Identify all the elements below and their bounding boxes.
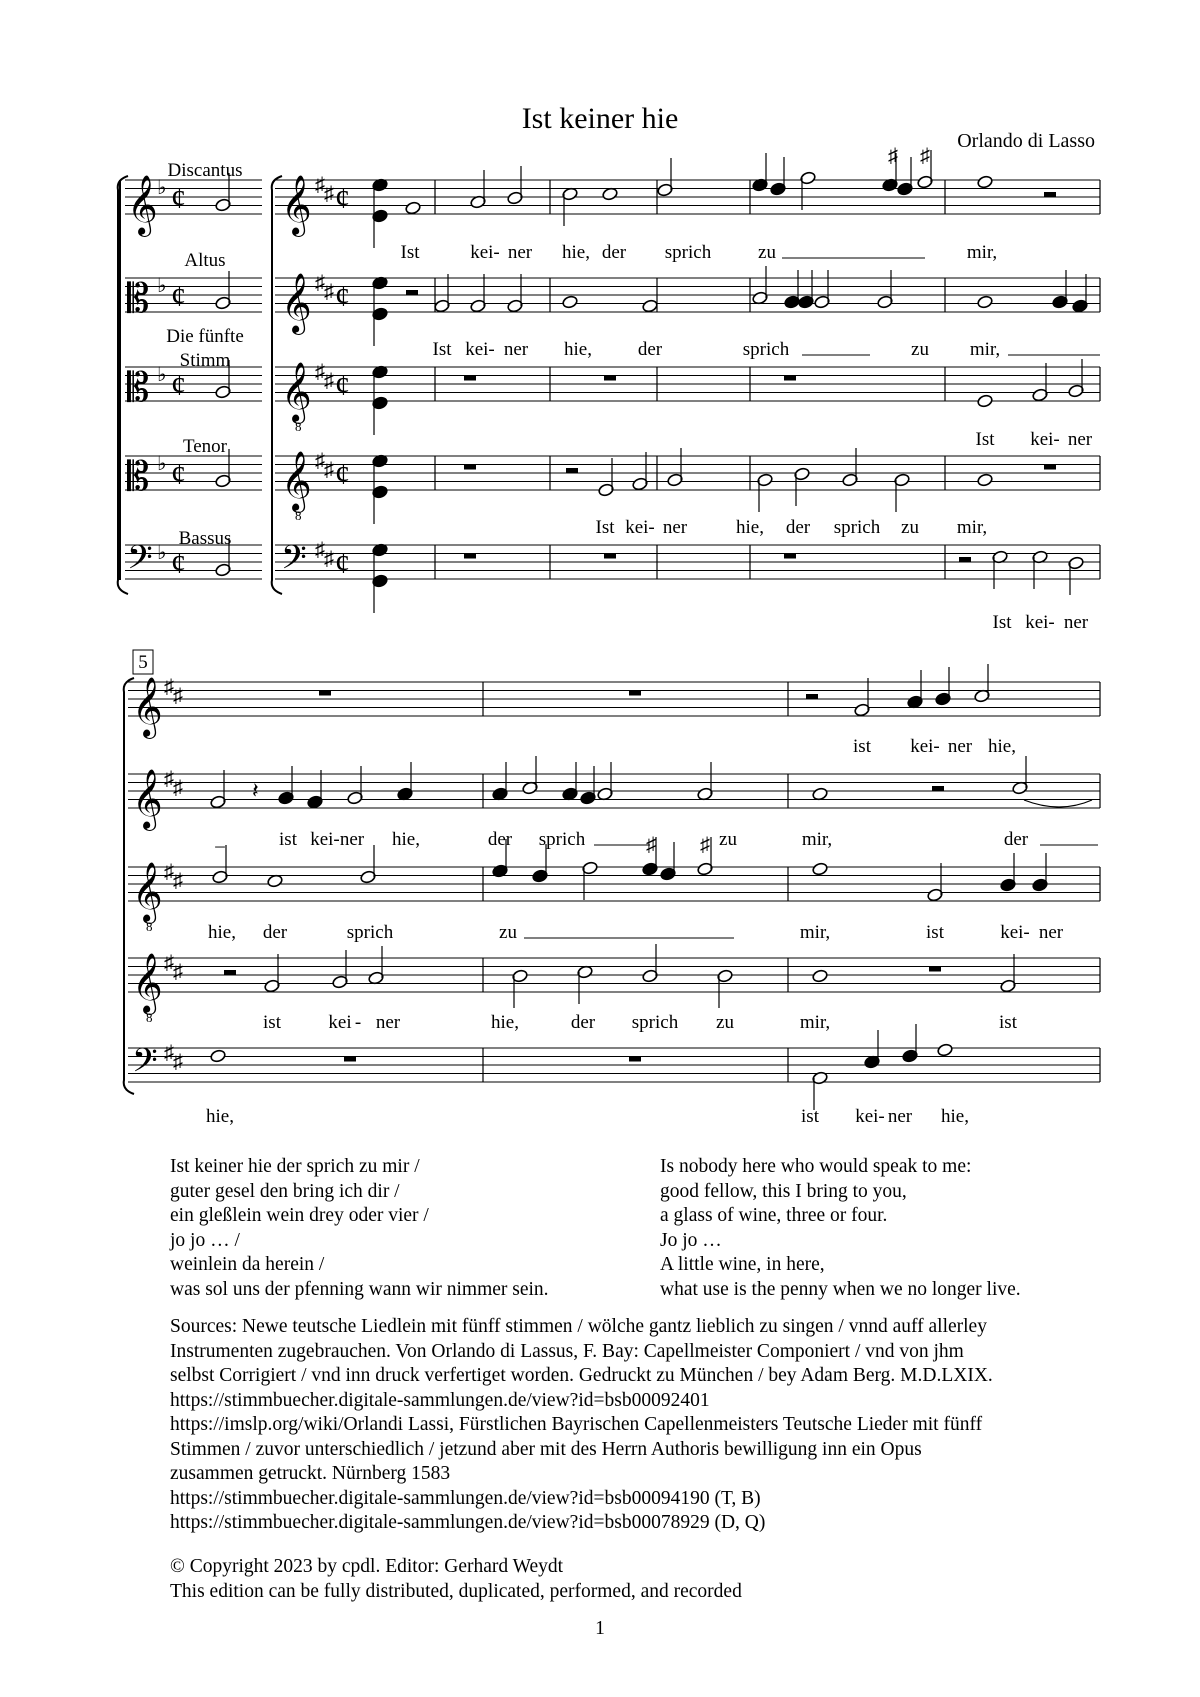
half-rest-icon: [932, 786, 944, 791]
lyric-syllable: zu: [901, 517, 919, 538]
treble-clef-icon: 𝄞: [127, 177, 158, 234]
lyric-syllable: der: [487, 829, 513, 850]
lyric-syllable: Ist: [400, 242, 420, 263]
lyric-syllable: der: [637, 339, 663, 360]
voice-name-quintus: Die fünfte: [166, 326, 244, 347]
treble-clef-icon: 𝄞: [132, 679, 163, 736]
lyric-syllable: kei-: [625, 517, 655, 538]
whole-rest-icon: [604, 376, 616, 381]
english-line: a glass of wine, three or four.: [660, 1205, 888, 1226]
copyright-line: This edition can be fully distributed, duplicated, performed, and recorded: [170, 1580, 742, 1602]
cut-time-icon: ¢: [335, 182, 350, 215]
sharp-icon: ♯: [164, 768, 174, 790]
sharp-icon: ♯: [646, 834, 656, 856]
note-head: [405, 201, 422, 215]
alto-clef-icon: 𝄡: [127, 365, 150, 410]
lyric-syllable: ner: [1063, 612, 1089, 633]
page-title: Ist keiner hie: [521, 102, 679, 135]
sharp-icon: ♯: [164, 861, 174, 883]
sharp-icon: ♯: [164, 676, 174, 698]
sharp-icon: ♯: [173, 1051, 183, 1073]
whole-rest-icon: [464, 465, 476, 470]
lyric-syllable: kei: [328, 1012, 352, 1033]
sharp-icon: ♯: [164, 1042, 174, 1064]
lyric-syllable: sprich: [742, 339, 790, 360]
english-line: Is nobody here who would speak to me:: [660, 1156, 972, 1177]
sharp-icon: ♯: [173, 777, 183, 799]
lyric-syllable: hie,: [988, 736, 1016, 757]
german-line: ein gleßlein wein drey oder vier /: [170, 1205, 429, 1226]
flat-icon: ♭: [157, 542, 167, 564]
lyric-syllable: sprich: [538, 829, 586, 850]
note-head: [210, 1049, 227, 1063]
cut-time-icon: ¢: [171, 280, 186, 313]
sharp-icon: ♯: [315, 272, 325, 294]
flat-icon: ♭: [157, 275, 167, 297]
note-head: [977, 394, 994, 408]
lyric-syllable: kei-: [910, 736, 940, 757]
cut-time-icon: ¢: [335, 458, 350, 491]
score-system-2: [124, 650, 1100, 1127]
lyric-syllable: Ist: [992, 612, 1012, 633]
sharp-icon: ♯: [315, 361, 325, 383]
source-line: selbst Corrigiert / vnd inn druck verfertiget worden. Gedruckt zu München / bey Adam Berg. M.D.LXIX.: [170, 1365, 993, 1386]
sharp-icon: ♯: [700, 834, 710, 856]
sharp-icon: ♯: [315, 539, 325, 561]
half-rest-icon: [406, 290, 418, 295]
lyric-syllable: kei-: [1000, 922, 1030, 943]
sharp-icon: ♯: [173, 685, 183, 707]
note-head: [642, 299, 659, 313]
lyric-syllable: kei-: [470, 242, 500, 263]
composer-name: Orlando di Lasso: [957, 130, 1095, 152]
copyright-line: © Copyright 2023 by cpdl. Editor: Gerhard Weydt: [170, 1556, 564, 1577]
cut-time-icon: ¢: [335, 547, 350, 580]
note-head: [562, 295, 579, 309]
sharp-icon: ♯: [888, 145, 898, 167]
sharp-icon: ♯: [324, 459, 334, 481]
source-link[interactable]: https://imslp.org/wiki/Orlandi Lassi, Fürstlichen Bayrischen Capellenmeisters Teutsche Lieder mit fünff: [170, 1414, 983, 1435]
lyric-syllable: ist: [801, 1106, 819, 1127]
voice-name-bassus: Bassus: [178, 528, 232, 549]
whole-rest-icon: [319, 691, 331, 696]
lyric-syllable: der: [785, 517, 811, 538]
sharp-icon: ♯: [324, 548, 334, 570]
source-line: Instrumenten zugebrauchen. Von Orlando di Lassus, F. Bay: Capellmeister Componiert / vnd von jhm: [170, 1340, 964, 1362]
lyric-syllable: kei-: [310, 829, 340, 850]
treble-clef-icon: 𝄞: [281, 275, 312, 332]
note-head: [812, 862, 829, 876]
lyric-syllable: ner: [375, 1012, 401, 1033]
lyric-syllable: hie,: [562, 242, 590, 263]
german-text: [170, 1155, 549, 1302]
lyric-syllable: der: [262, 922, 288, 943]
source-link[interactable]: https://stimmbuecher.digitale-sammlungen.de/view?id=bsb00094190 (T, B): [170, 1487, 761, 1509]
source-line: zusammen getruckt. Nürnberg 1583: [170, 1463, 451, 1484]
lyric-syllable: -: [354, 1012, 362, 1033]
note-head: [602, 187, 619, 201]
note-head: [977, 295, 994, 309]
source-line: Stimmen / zuvor unterschiedlich / jetzund aber mit des Herrn Authoris bewilligung inn ein Opus: [170, 1438, 922, 1460]
german-line: Ist keiner hie der sprich zu mir /: [170, 1156, 420, 1177]
half-rest-icon: [224, 970, 236, 975]
lyric-syllable: ner: [947, 736, 973, 757]
note-head: [977, 175, 994, 189]
source-link[interactable]: https://stimmbuecher.digitale-sammlungen.de/view?id=bsb00092401: [170, 1389, 710, 1411]
alto-clef-icon: 𝄡: [127, 454, 150, 499]
lyric-syllable: der: [570, 1012, 596, 1033]
octave-marker: 8: [295, 508, 302, 523]
lyric-syllable: mir,: [966, 242, 998, 263]
lyric-syllable: ist: [279, 829, 297, 850]
lyric-syllable: hie,: [392, 829, 420, 850]
lyric-syllable: Ist: [595, 517, 615, 538]
lyric-syllable: zu: [499, 922, 517, 943]
page-number: 1: [595, 1618, 605, 1639]
voice-name-tenor: Tenor: [182, 436, 228, 457]
lyric-syllable: ist: [263, 1012, 281, 1033]
lyric-syllable: hie,: [564, 339, 592, 360]
whole-rest-icon: [464, 376, 476, 381]
source-link[interactable]: https://stimmbuecher.digitale-sammlungen.de/view?id=bsb00078929 (D, Q): [170, 1512, 766, 1533]
cut-time-icon: ¢: [171, 369, 186, 402]
lyric-syllable: ner: [503, 339, 529, 360]
german-line: weinlein da herein /: [170, 1254, 325, 1275]
sharp-icon: ♯: [315, 450, 325, 472]
copyright: [170, 1555, 742, 1604]
lyric-syllable: zu: [758, 242, 776, 263]
octave-marker: 8: [295, 419, 302, 434]
german-line: guter gesel den bring ich dir /: [170, 1180, 400, 1202]
sharp-icon: ♯: [324, 370, 334, 392]
lyric-syllable: hie,: [206, 1106, 234, 1127]
lyric-syllable: der: [601, 242, 627, 263]
lyric-syllable: kei-: [855, 1106, 885, 1127]
whole-rest-icon: [784, 554, 796, 559]
lyric-syllable: ner: [339, 829, 365, 850]
english-line: what use is the penny when we no longer live.: [660, 1278, 1021, 1300]
whole-rest-icon: [784, 376, 796, 381]
cut-time-icon: ¢: [335, 369, 350, 402]
lyric-syllable: zu: [719, 829, 737, 850]
lyric-syllable: mir,: [956, 517, 988, 538]
treble-clef-icon: 𝄞: [281, 364, 312, 421]
tie: [1024, 800, 1092, 807]
lyric-syllable: _: [215, 829, 225, 850]
whole-rest-icon: [464, 554, 476, 559]
lyric-syllable: ner: [1067, 429, 1093, 450]
whole-rest-icon: [629, 691, 641, 696]
voice-name-altus: Altus: [184, 250, 226, 271]
bass-clef-icon: 𝄢: [281, 539, 307, 584]
sharp-icon: ♯: [315, 174, 325, 196]
lyric-syllable: ner: [662, 517, 688, 538]
treble-clef-icon: 𝄞: [281, 453, 312, 510]
flat-icon: ♭: [157, 177, 167, 199]
source-line: Sources: Newe teutsche Liedlein mit fünff stimmen / wölche gantz lieblich zu singen / vnnd auff allerley: [170, 1316, 987, 1337]
voice-name-discantus: Discantus: [167, 160, 243, 181]
lyric-syllable: ner: [1038, 922, 1064, 943]
german-line: was sol uns der pfenning wann wir nimmer sein.: [170, 1278, 549, 1300]
lyric-syllable: Ist: [975, 429, 995, 450]
lyric-syllable: ist: [853, 736, 871, 757]
half-rest-icon: [959, 557, 971, 562]
flat-icon: ♭: [157, 364, 167, 386]
lyric-syllable: kei-: [1030, 429, 1060, 450]
sharp-icon: ♯: [173, 961, 183, 983]
lyric-syllable: hie,: [736, 517, 764, 538]
note-head: [812, 969, 829, 983]
half-rest-icon: [566, 468, 578, 473]
lyric-syllable: mir,: [799, 1012, 831, 1033]
bass-clef-icon: 𝄢: [132, 1042, 158, 1087]
lyric-syllable: zu: [911, 339, 929, 360]
note-head: [267, 874, 284, 888]
sources: [170, 1315, 1115, 1536]
lyric-syllable: Ist: [432, 339, 452, 360]
whole-rest-icon: [929, 967, 941, 972]
bass-clef-icon: 𝄢: [127, 539, 153, 584]
lyric-syllable: sprich: [346, 922, 394, 943]
flat-icon: ♭: [157, 453, 167, 475]
cut-time-icon: ¢: [171, 182, 186, 215]
lyric-syllable: kei-: [1025, 612, 1055, 633]
sharp-icon: ♯: [324, 183, 334, 205]
note-head: [977, 473, 994, 487]
whole-rest-icon: [344, 1057, 356, 1062]
lyric-syllable: mir,: [801, 829, 833, 850]
cut-time-icon: ¢: [171, 547, 186, 580]
treble-clef-icon: 𝄞: [132, 771, 163, 828]
lyric-syllable: hie,: [208, 922, 236, 943]
lyric-syllable: ist: [926, 922, 944, 943]
lyric-syllable: hie,: [941, 1106, 969, 1127]
english-line: A little wine, in here,: [660, 1254, 825, 1275]
note-head: [937, 1043, 954, 1057]
lyric-syllable: der: [1003, 829, 1029, 850]
sharp-icon: ♯: [173, 870, 183, 892]
german-line: jo jo … /: [170, 1229, 240, 1251]
lyric-syllable: hie,: [491, 1012, 519, 1033]
sharp-icon: ♯: [920, 145, 930, 167]
whole-rest-icon: [629, 1057, 641, 1062]
lyric-syllable: sprich: [664, 242, 712, 263]
sharp-icon: ♯: [324, 281, 334, 303]
whole-rest-icon: [604, 554, 616, 559]
english-text: [660, 1155, 1021, 1302]
treble-clef-icon: 𝄞: [132, 955, 163, 1012]
lyric-syllable: mir,: [799, 922, 831, 943]
treble-clef-icon: 𝄞: [281, 177, 312, 234]
half-rest-icon: [1044, 192, 1056, 197]
english-line: good fellow, this I bring to you,: [660, 1180, 907, 1202]
octave-marker: 8: [146, 919, 153, 934]
lyric-syllable: ist: [999, 1012, 1017, 1033]
quarter-rest-icon: 𝄽: [252, 779, 259, 804]
sharp-icon: ♯: [164, 952, 174, 974]
lyric-syllable: sprich: [833, 517, 881, 538]
note-head: [812, 787, 829, 801]
lyric-syllable: ner: [887, 1106, 913, 1127]
english-line: Jo jo …: [660, 1229, 722, 1251]
voice-name-quintus: Stimm: [179, 350, 231, 371]
lyric-syllable: sprich: [631, 1012, 679, 1033]
lyric-syllable: mir,: [969, 339, 1001, 360]
cut-time-icon: ¢: [171, 458, 186, 491]
whole-rest-icon: [1044, 465, 1056, 470]
lyric-syllable: zu: [716, 1012, 734, 1033]
half-rest-icon: [806, 694, 818, 699]
cut-time-icon: ¢: [335, 280, 350, 313]
lyric-syllable: ner: [507, 242, 533, 263]
score-system-1: [118, 145, 1100, 633]
measure-number: 5: [138, 652, 148, 673]
octave-marker: 8: [146, 1010, 153, 1025]
treble-clef-icon: 𝄞: [132, 864, 163, 921]
lyric-syllable: kei-: [465, 339, 495, 360]
alto-clef-icon: 𝄡: [127, 276, 150, 321]
